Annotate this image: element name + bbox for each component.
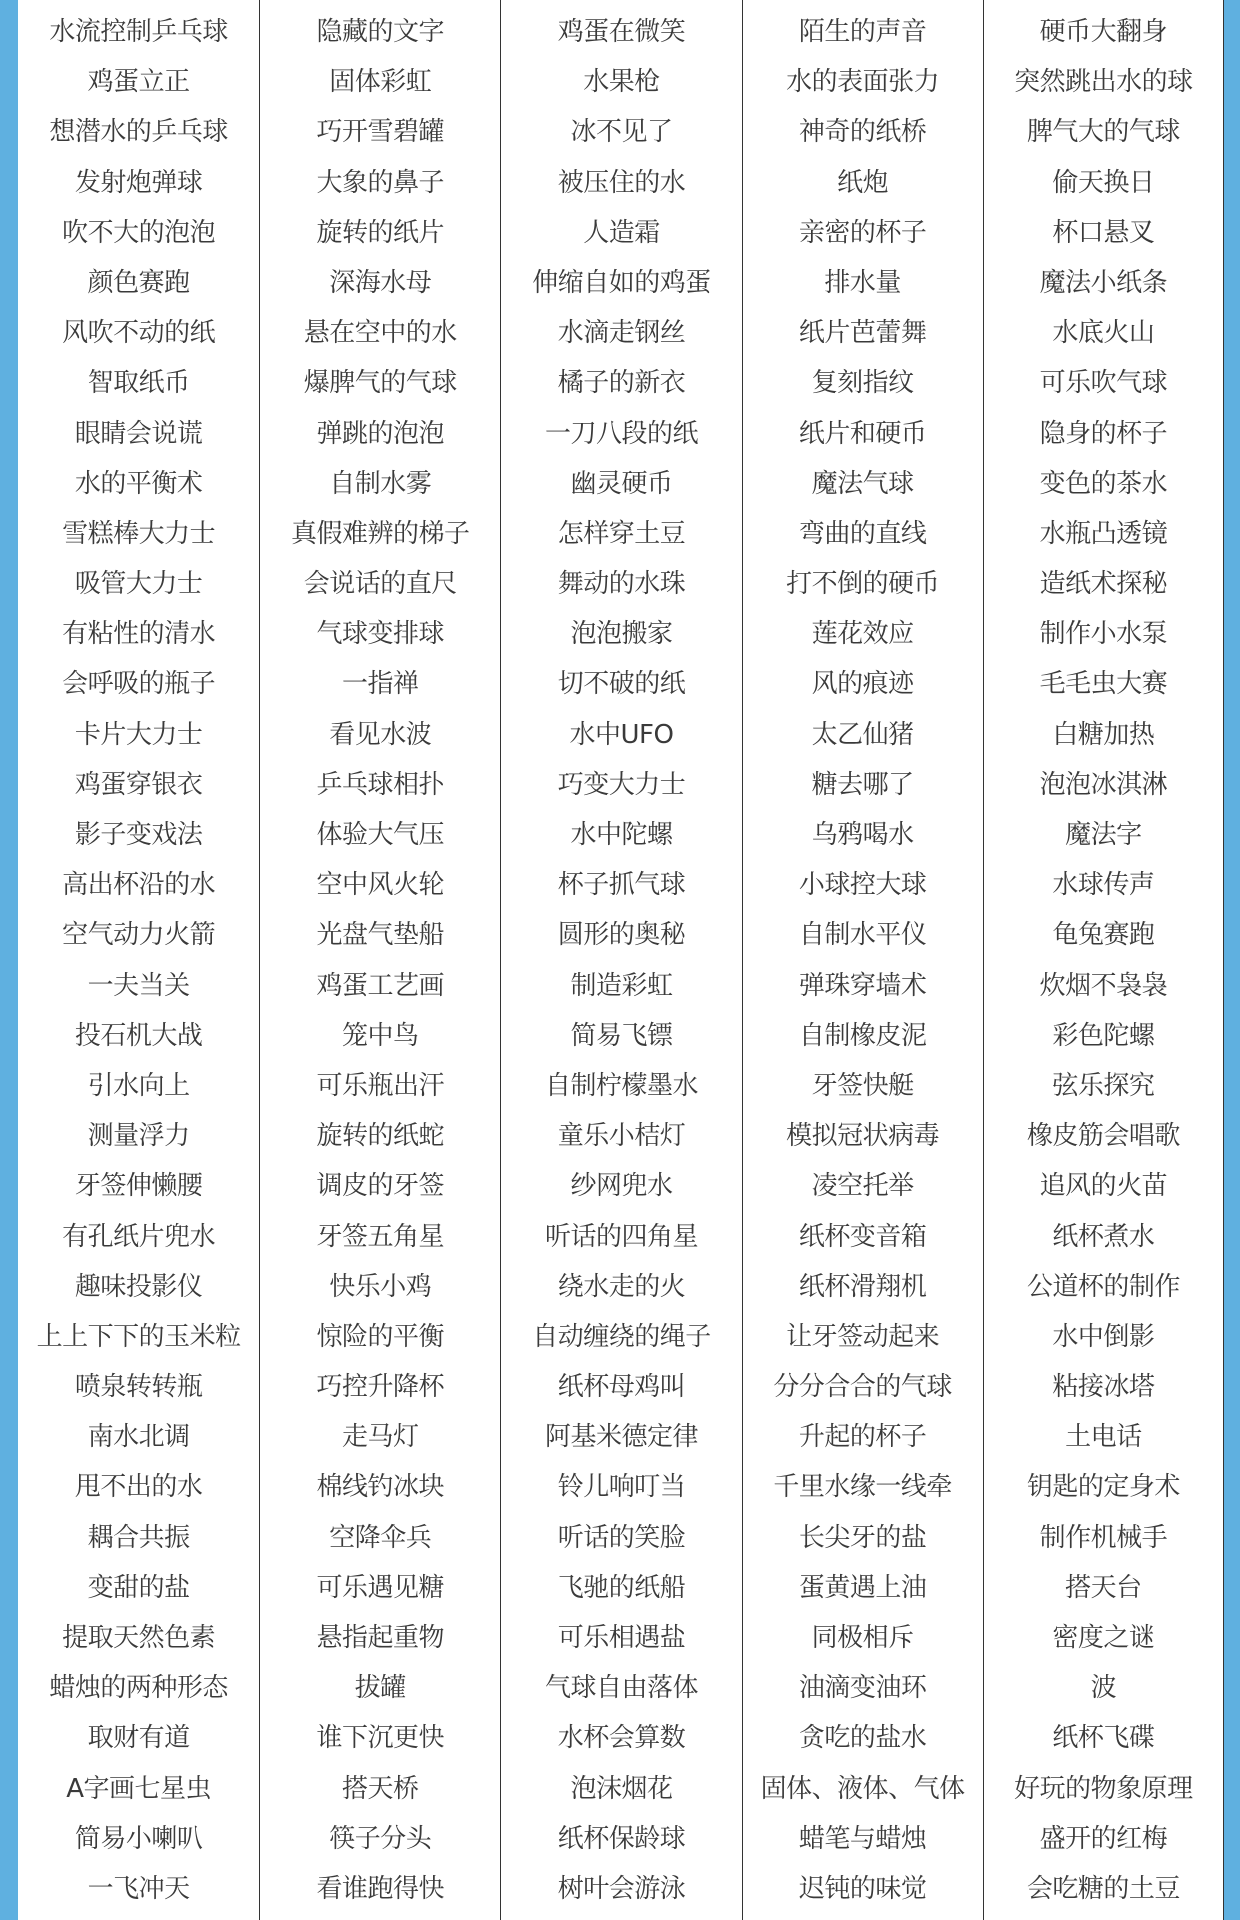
experiment-title: 高出杯沿的水 — [62, 870, 216, 901]
experiment-title: 陌生的声音 — [798, 17, 927, 47]
experiment-title: 自制水雾 — [329, 468, 432, 499]
experiment-title: 巧开雪碧罐 — [316, 117, 445, 148]
experiment-title: 魔法小纸条 — [1039, 267, 1168, 298]
experiment-title: 变甜的盐 — [87, 1572, 190, 1603]
experiment-title: 水杯会算数 — [557, 1723, 686, 1754]
experiment-title: 打不倒的硬币 — [786, 569, 940, 600]
experiment-title: 鸡蛋工艺画 — [316, 970, 445, 1001]
experiment-title: 筷子分头 — [329, 1823, 432, 1854]
experiment-title: 牙签五角星 — [316, 1221, 445, 1252]
experiment-title: 制作小水泵 — [1039, 619, 1168, 650]
experiment-list-sheet — [18, 0, 1224, 1920]
experiment-title: 大象的鼻子 — [316, 167, 445, 198]
experiment-column-4 — [742, 0, 983, 1920]
experiment-title: 鸡蛋立正 — [87, 67, 190, 98]
experiment-title: 简易小喇叭 — [74, 1823, 203, 1854]
experiment-title: 让牙签动起来 — [786, 1321, 940, 1352]
experiment-title: 爆脾气的气球 — [303, 368, 457, 399]
experiment-title: 上上下下的玉米粒 — [36, 1321, 241, 1352]
experiment-title: 泡泡搬家 — [570, 619, 673, 650]
experiment-title: 模拟冠状病毒 — [786, 1121, 940, 1152]
experiment-title: 怎样穿土豆 — [557, 518, 686, 549]
experiment-title: 同极相斥 — [811, 1623, 914, 1653]
experiment-title: 可乐吹气球 — [1039, 368, 1168, 399]
experiment-title: 纸杯滑翔机 — [798, 1271, 927, 1302]
experiment-title: 橡皮筋会唱歌 — [1026, 1121, 1180, 1152]
experiment-title: 智取纸币 — [87, 368, 190, 399]
experiment-title: 自动缠绕的绳子 — [532, 1321, 711, 1352]
experiment-title: 追风的火苗 — [1039, 1171, 1168, 1202]
experiment-title: 真假难辨的梯子 — [291, 518, 470, 549]
experiment-title: 水底火山 — [1052, 318, 1155, 349]
experiment-title: 彩色陀螺 — [1052, 1020, 1155, 1051]
experiment-title: 自制柠檬墨水 — [544, 1070, 698, 1101]
experiment-title: 纸片和硬币 — [798, 418, 927, 449]
experiment-title: 谁下沉更快 — [316, 1723, 445, 1754]
experiment-title: 一飞冲天 — [87, 1873, 190, 1904]
experiment-title: 旋转的纸蛇 — [316, 1121, 445, 1152]
experiment-title: 会说话的直尺 — [303, 569, 457, 600]
experiment-title: 空降伞兵 — [329, 1522, 432, 1553]
experiment-title: 公道杯的制作 — [1026, 1271, 1180, 1302]
experiment-title: 调皮的牙签 — [316, 1171, 445, 1202]
experiment-title: 纸杯母鸡叫 — [557, 1372, 686, 1403]
experiment-title: 密度之谜 — [1052, 1623, 1155, 1653]
experiment-title: 气球自由落体 — [544, 1673, 698, 1704]
experiment-title: 好玩的物象原理 — [1014, 1773, 1193, 1804]
experiment-title: 固体彩虹 — [329, 67, 432, 98]
experiment-title: 搭天桥 — [342, 1773, 419, 1804]
experiment-title: 听话的笑脸 — [557, 1522, 686, 1553]
experiment-title: 迟钝的味觉 — [798, 1873, 927, 1904]
experiment-title: 切不破的纸 — [557, 669, 686, 700]
experiment-title: 阿基米德定律 — [544, 1422, 698, 1453]
experiment-column-1 — [18, 0, 259, 1920]
experiment-title: 水流控制乒乓球 — [49, 17, 228, 47]
experiment-title: 幽灵硬币 — [570, 468, 673, 499]
experiment-title: 测量浮力 — [87, 1121, 190, 1152]
experiment-title: 巧控升降杯 — [316, 1372, 445, 1403]
experiment-title: 固体、液体、气体 — [760, 1773, 965, 1804]
experiment-title: 突然跳出水的球 — [1014, 67, 1193, 98]
experiment-title: 卡片大力士 — [74, 719, 203, 750]
experiment-title: 自制水平仪 — [798, 920, 927, 951]
experiment-title: 空气动力火箭 — [62, 920, 216, 951]
experiment-title: 排水量 — [824, 267, 901, 298]
experiment-title: 颜色赛跑 — [87, 267, 190, 298]
experiment-title: 伸缩自如的鸡蛋 — [532, 267, 711, 298]
experiment-title: 南水北调 — [87, 1422, 190, 1453]
experiment-title: 悬指起重物 — [316, 1623, 445, 1653]
experiment-column-2 — [259, 0, 500, 1920]
experiment-title: 魔法字 — [1065, 820, 1142, 850]
experiment-title: 杯子抓气球 — [557, 870, 686, 901]
experiment-title: 雪糕棒大力士 — [62, 518, 216, 549]
experiment-title: 被压住的水 — [557, 167, 686, 198]
experiment-title: 甩不出的水 — [74, 1472, 203, 1503]
experiment-title: 复刻指纹 — [811, 368, 914, 399]
experiment-title: 纸杯飞碟 — [1052, 1723, 1155, 1754]
experiment-title: 舞动的水珠 — [557, 569, 686, 600]
experiment-title: 脾气大的气球 — [1026, 117, 1180, 148]
experiment-title: 旋转的纸片 — [316, 217, 445, 248]
experiment-title: 鸡蛋在微笑 — [557, 17, 686, 47]
experiment-title: 制作机械手 — [1039, 1522, 1168, 1553]
experiment-title: 魔法气球 — [811, 468, 914, 499]
experiment-title: 一刀八段的纸 — [544, 418, 698, 449]
experiment-title: 提取天然色素 — [62, 1623, 216, 1653]
experiment-title: 莲花效应 — [811, 619, 914, 650]
experiment-title: 泡沫烟花 — [570, 1773, 673, 1804]
experiment-title: 气球变排球 — [316, 619, 445, 650]
experiment-title: 千里水缘一线牵 — [773, 1472, 952, 1503]
experiment-title: 会呼吸的瓶子 — [62, 669, 216, 700]
experiment-title: 深海水母 — [329, 267, 432, 298]
experiment-title: 童乐小桔灯 — [557, 1121, 686, 1152]
experiment-title: 弹珠穿墙术 — [798, 970, 927, 1001]
experiment-title: 铃儿响叮当 — [557, 1472, 686, 1503]
experiment-title: 棉线钓冰块 — [316, 1472, 445, 1503]
experiment-title: 乒乓球相扑 — [316, 769, 445, 800]
experiment-title: 长尖牙的盐 — [798, 1522, 927, 1553]
experiment-title: 拔罐 — [354, 1673, 406, 1704]
experiment-title: 水中UFO — [569, 719, 674, 750]
experiment-title: 升起的杯子 — [798, 1422, 927, 1453]
experiment-title: 有孔纸片兜水 — [62, 1221, 216, 1252]
experiment-title: 巧变大力士 — [557, 769, 686, 800]
experiment-title: 可乐相遇盐 — [557, 1623, 686, 1653]
experiment-title: 冰不见了 — [570, 117, 673, 148]
experiment-title: 简易飞镖 — [570, 1020, 673, 1051]
experiment-title: 体验大气压 — [316, 820, 445, 850]
experiment-title: 龟兔赛跑 — [1052, 920, 1155, 951]
experiment-title: 小球控大球 — [798, 870, 927, 901]
experiment-title: 吹不大的泡泡 — [62, 217, 216, 248]
experiment-title: 风的痕迹 — [811, 669, 914, 700]
experiment-title: 树叶会游泳 — [557, 1873, 686, 1904]
experiment-title: 空中风火轮 — [316, 870, 445, 901]
experiment-column-3 — [500, 0, 741, 1920]
experiment-title: 神奇的纸桥 — [798, 117, 927, 148]
experiment-title: 弹跳的泡泡 — [316, 418, 445, 449]
experiment-title: 纸杯煮水 — [1052, 1221, 1155, 1252]
experiment-title: 纸杯变音箱 — [798, 1221, 927, 1252]
experiment-title: 趣味投影仪 — [74, 1271, 203, 1302]
experiment-title: 蜡烛的两种形态 — [49, 1673, 228, 1704]
experiment-title: 牙签快艇 — [811, 1070, 914, 1101]
experiment-title: 乌鸦喝水 — [811, 820, 914, 850]
experiment-title: 水中陀螺 — [570, 820, 673, 850]
experiment-title: 眼睛会说谎 — [74, 418, 203, 449]
experiment-title: 取财有道 — [87, 1723, 190, 1754]
experiment-title: 鸡蛋穿银衣 — [74, 769, 203, 800]
experiment-title: 笼中鸟 — [342, 1020, 419, 1051]
experiment-title: 毛毛虫大赛 — [1039, 669, 1168, 700]
experiment-title: 油滴变油环 — [798, 1673, 927, 1704]
experiment-title: 蜡笔与蜡烛 — [798, 1823, 927, 1854]
experiment-title: 纸杯保龄球 — [557, 1823, 686, 1854]
experiment-title: 水球传声 — [1052, 870, 1155, 901]
experiment-title: 杯口悬叉 — [1052, 217, 1155, 248]
experiment-title: 偷天换日 — [1052, 167, 1155, 198]
experiment-title: 弦乐探究 — [1052, 1070, 1155, 1101]
experiment-title: 人造霜 — [583, 217, 660, 248]
experiment-title: A字画七星虫 — [66, 1773, 211, 1804]
experiment-title: 制造彩虹 — [570, 970, 673, 1001]
experiment-title: 亲密的杯子 — [798, 217, 927, 248]
experiment-title: 纸炮 — [837, 167, 889, 198]
experiment-title: 分分合合的气球 — [773, 1372, 952, 1403]
experiment-title: 水中倒影 — [1052, 1321, 1155, 1352]
experiment-title: 可乐瓶出汗 — [316, 1070, 445, 1101]
experiment-title: 纸片芭蕾舞 — [798, 318, 927, 349]
experiment-title: 造纸术探秘 — [1039, 569, 1168, 600]
experiment-title: 纱网兜水 — [570, 1171, 673, 1202]
experiment-title: 投石机大战 — [74, 1020, 203, 1051]
experiment-column-5 — [983, 0, 1224, 1920]
experiment-title: 可乐遇见糖 — [316, 1572, 445, 1603]
experiment-title: 白糖加热 — [1052, 719, 1155, 750]
experiment-title: 悬在空中的水 — [303, 318, 457, 349]
experiment-title: 贪吃的盐水 — [798, 1723, 927, 1754]
experiment-title: 自制橡皮泥 — [798, 1020, 927, 1051]
experiment-title: 太乙仙猪 — [811, 719, 914, 750]
experiment-title: 一指禅 — [342, 669, 419, 700]
experiment-title: 快乐小鸡 — [329, 1271, 432, 1302]
experiment-title: 粘接冰塔 — [1052, 1372, 1155, 1403]
experiment-title: 泡泡冰淇淋 — [1039, 769, 1168, 800]
experiment-title: 绕水走的火 — [557, 1271, 686, 1302]
experiment-title: 水的表面张力 — [786, 67, 940, 98]
experiment-title: 水的平衡术 — [74, 468, 203, 499]
experiment-title: 引水向上 — [87, 1070, 190, 1101]
experiment-title: 发射炮弹球 — [74, 167, 203, 198]
experiment-title: 硬币大翻身 — [1039, 17, 1168, 47]
experiment-title: 橘子的新衣 — [557, 368, 686, 399]
experiment-title: 土电话 — [1065, 1422, 1142, 1453]
experiment-title: 盛开的红梅 — [1039, 1823, 1168, 1854]
experiment-title: 钥匙的定身术 — [1026, 1472, 1180, 1503]
experiment-title: 糖去哪了 — [811, 769, 914, 800]
experiment-title: 水果枪 — [583, 67, 660, 98]
experiment-title: 搭天台 — [1065, 1572, 1142, 1603]
experiment-title: 喷泉转转瓶 — [74, 1372, 203, 1403]
experiment-title: 风吹不动的纸 — [62, 318, 216, 349]
experiment-title: 耦合共振 — [87, 1522, 190, 1553]
experiment-title: 有粘性的清水 — [62, 619, 216, 650]
experiment-title: 炊烟不袅袅 — [1039, 970, 1168, 1001]
experiment-title: 凌空托举 — [811, 1171, 914, 1202]
experiment-title: 影子变戏法 — [74, 820, 203, 850]
experiment-title: 一夫当关 — [87, 970, 190, 1001]
experiment-title: 会吃糖的土豆 — [1026, 1873, 1180, 1904]
experiment-title: 波 — [1090, 1673, 1117, 1704]
experiment-title: 想潜水的乒乓球 — [49, 117, 228, 148]
experiment-title: 惊险的平衡 — [316, 1321, 445, 1352]
experiment-title: 隐藏的文字 — [316, 17, 445, 47]
experiment-title: 走马灯 — [342, 1422, 419, 1453]
experiment-title: 圆形的奥秘 — [557, 920, 686, 951]
experiment-title: 水滴走钢丝 — [557, 318, 686, 349]
experiment-title: 吸管大力士 — [74, 569, 203, 600]
experiment-title: 蛋黄遇上油 — [798, 1572, 927, 1603]
experiment-title: 隐身的杯子 — [1039, 418, 1168, 449]
experiment-title: 变色的茶水 — [1039, 468, 1168, 499]
experiment-title: 看谁跑得快 — [316, 1873, 445, 1904]
experiment-title: 飞驰的纸船 — [557, 1572, 686, 1603]
experiment-title: 弯曲的直线 — [798, 518, 927, 549]
experiment-title: 水瓶凸透镜 — [1039, 518, 1168, 549]
experiment-title: 看见水波 — [329, 719, 432, 750]
experiment-title: 牙签伸懒腰 — [74, 1171, 203, 1202]
experiment-title: 光盘气垫船 — [316, 920, 445, 951]
experiment-title: 听话的四角星 — [544, 1221, 698, 1252]
